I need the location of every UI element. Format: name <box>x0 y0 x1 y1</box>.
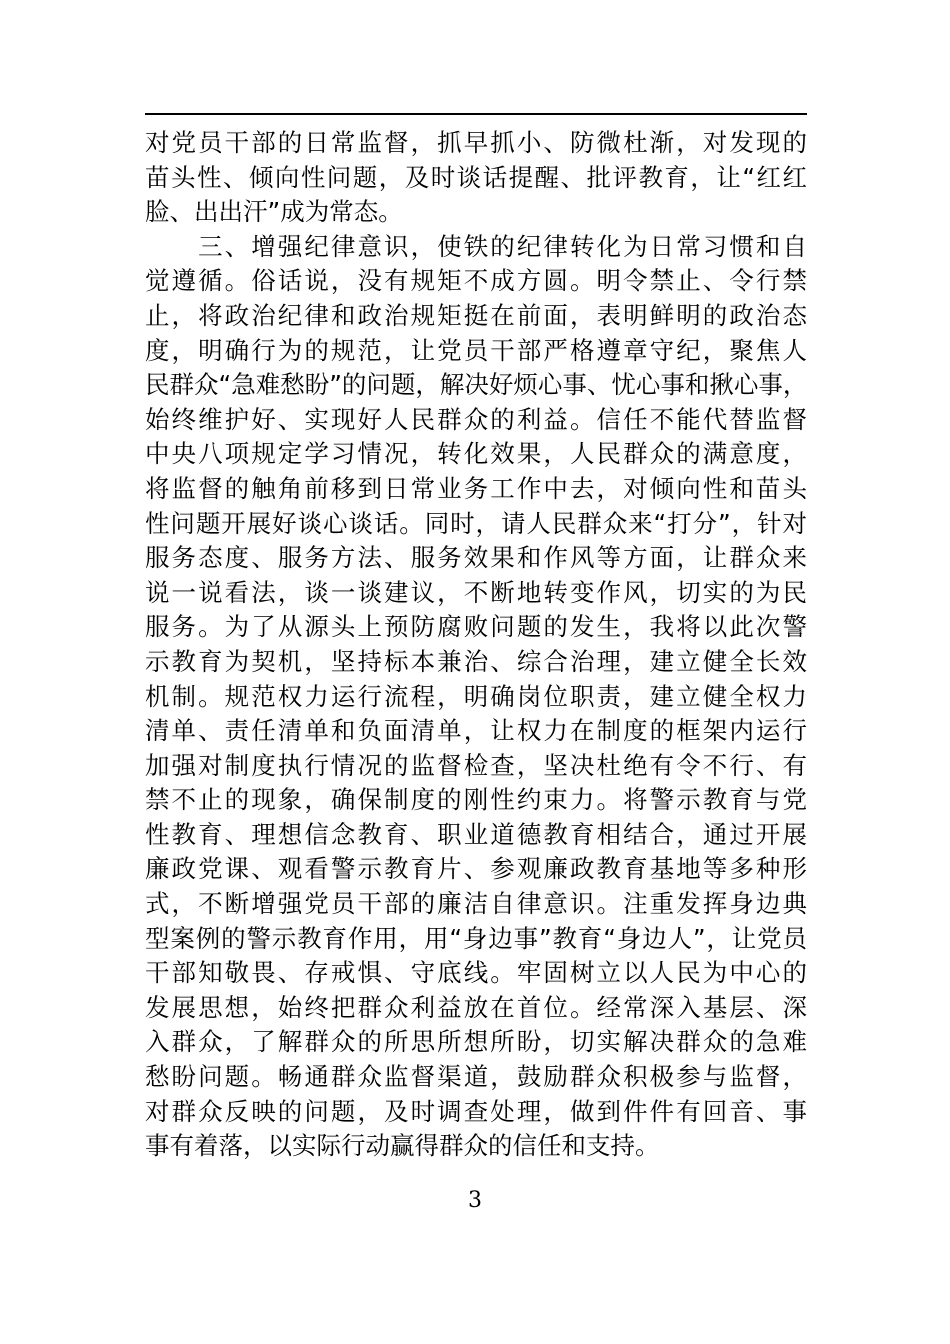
text-line: 禁不止的现象，确保制度的刚性约束力。将警示教育与党 <box>145 785 807 815</box>
header-rule <box>145 113 807 115</box>
text-line: 服务。为了从源头上预防腐败问题的发生，我将以此次警 <box>145 612 807 642</box>
text-line: 加强对制度执行情况的监督检查，坚决杜绝有令不行、有 <box>145 750 807 780</box>
text-line: 干部知敬畏、存戒惧、守底线。牢固树立以人民为中心的 <box>145 958 807 988</box>
text-line: 三、增强纪律意识，使铁的纪律转化为日常习惯和自 <box>145 231 807 261</box>
text-line: 服务态度、服务方法、服务效果和作风等方面，让群众来 <box>145 543 807 573</box>
text-line: 事有着落，以实际行动赢得群众的信任和支持。 <box>145 1131 660 1161</box>
text-line: 脸、出出汗”成为常态。 <box>145 197 403 227</box>
text-line: 示教育为契机，坚持标本兼治、综合治理，建立健全长效 <box>145 646 807 676</box>
text-line: 说一说看法，谈一谈建议，不断地转变作风，切实的为民 <box>145 577 807 607</box>
text-line: 觉遵循。俗话说，没有规矩不成方圆。明令禁止、令行禁 <box>145 266 807 296</box>
text-line: 廉政党课、观看警示教育片、参观廉政教育基地等多种形 <box>145 854 807 884</box>
text-line: 将监督的触角前移到日常业务工作中去，对倾向性和苗头 <box>145 473 807 503</box>
text-line: 对党员干部的日常监督，抓早抓小、防微杜渐，对发现的 <box>145 128 807 157</box>
text-line: 苗头性、倾向性问题，及时谈话提醒、批评教育，让“红红 <box>145 162 807 192</box>
text-line: 止，将政治纪律和政治规矩挺在前面，表明鲜明的政治态 <box>145 300 807 330</box>
text-line: 型案例的警示教育作用，用“身边事”教育“身边人”，让党员 <box>145 923 807 953</box>
text-line: 对群众反映的问题，及时调查处理，做到件件有回音、事 <box>145 1096 807 1126</box>
text-line: 机制。规范权力运行流程，明确岗位职责，建立健全权力 <box>145 681 807 711</box>
text-line: 性教育、理想信念教育、职业道德教育相结合，通过开展 <box>145 819 807 849</box>
text-line: 入群众，了解群众的所思所想所盼，切实解决群众的急难 <box>145 1027 807 1057</box>
text-line: 愁盼问题。畅通群众监督渠道，鼓励群众积极参与监督， <box>145 1062 807 1092</box>
text-line: 始终维护好、实现好人民群众的利益。信任不能代替监督 <box>145 404 807 434</box>
text-line: 发展思想，始终把群众利益放在首位。经常深入基层、深 <box>145 992 807 1022</box>
text-line: 清单、责任清单和负面清单，让权力在制度的框架内运行 <box>145 716 807 746</box>
text-line: 式，不断增强党员干部的廉洁自律意识。注重发挥身边典 <box>145 889 807 919</box>
text-line: 中央八项规定学习情况，转化效果，人民群众的满意度， <box>145 439 807 469</box>
text-line: 性问题开展好谈心谈话。同时，请人民群众来“打分”，针对 <box>145 508 807 538</box>
body-text <box>145 126 807 1164</box>
text-line: 度，明确行为的规范，让党员干部严格遵章守纪，聚焦人 <box>145 335 807 365</box>
page-number: 3 <box>468 1188 482 1213</box>
text-line: 民群众“急难愁盼”的问题，解决好烦心事、忧心事和揪心事， <box>145 370 808 400</box>
